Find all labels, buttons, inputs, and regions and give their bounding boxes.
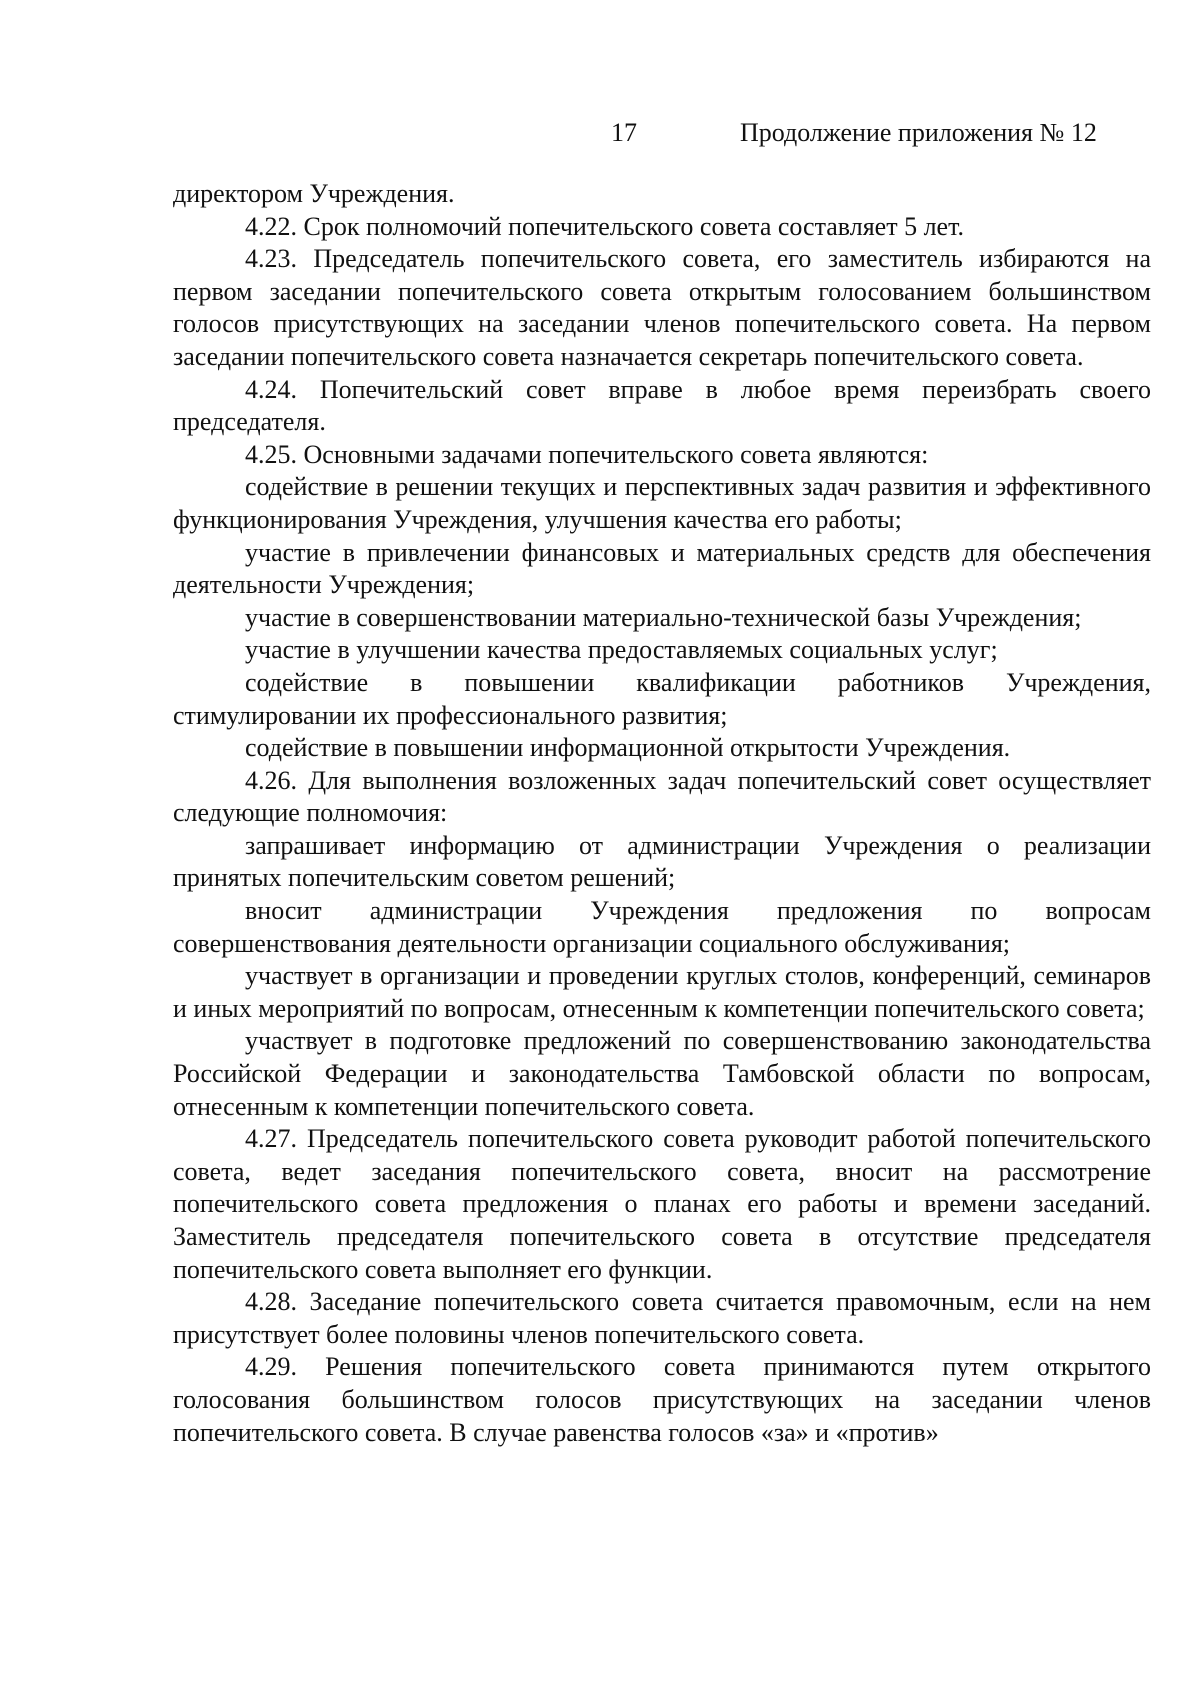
page-number: 17 bbox=[611, 118, 637, 147]
paragraph: 4.27. Председатель попечительского совета руководит работой попечительского совета, ведет заседания попечительского совета, вносит на рассмотрение попечительского совета предложения о планах его работы и времени заседаний. Заместитель председателя попечительского совета в отсутствие председателя попечительского совета выполняет его функции. bbox=[173, 1124, 1151, 1284]
paragraph: 4.26. Для выполнения возложенных задач попечительский совет осуществляет следующие полномочия: bbox=[173, 765, 1151, 828]
document-body bbox=[173, 178, 1151, 1449]
paragraph: запрашивает информацию от администрации Учреждения о реализации принятых попечительским советом решений; bbox=[173, 830, 1151, 893]
paragraph: 4.22. Срок полномочий попечительского совета составляет 5 лет. bbox=[245, 211, 964, 241]
paragraph: участвует в подготовке предложений по совершенствованию законодательства Российской Федерации и законодательства Тамбовской области по вопросам, отнесенным к компетенции попечительского совета. bbox=[173, 1026, 1151, 1121]
paragraph: 4.25. Основными задачами попечительского совета являются: bbox=[245, 439, 929, 469]
paragraph: вносит администрации Учреждения предложения по вопросам совершенствования деятельности организации социального обслуживания; bbox=[173, 896, 1151, 958]
paragraph: участие в улучшении качества предоставляемых социальных услуг; bbox=[245, 635, 998, 665]
paragraph: участвует в организации и проведении круглых столов, конференций, семинаров и иных мероприятий по вопросам, отнесенным к компетенции попечительского совета; bbox=[173, 961, 1151, 1023]
paragraph: содействие в повышении квалификации работников Учреждения, стимулировании их профессионального развития; bbox=[173, 667, 1151, 730]
paragraph: 4.24. Попечительский совет вправе в любое время переизбрать своего председателя. bbox=[173, 374, 1151, 437]
paragraph: 4.29. Решения попечительского совета принимаются путем открытого голосования большинством голосов присутствующих на заседании членов попечительского совета. В случае равенства голосов «за» и «против» bbox=[173, 1352, 1151, 1447]
paragraph: 4.23. Председатель попечительского совета, его заместитель избираются на первом заседании попечительского совета открытым голосованием большинством голосов присутствующих на заседании членов попечительского совета. На первом заседании попечительского совета назначается секретарь попечительского совета. bbox=[173, 244, 1151, 371]
paragraph: содействие в решении текущих и перспективных задач развития и эффективного функционирования Учреждения, улучшения качества его работы; bbox=[173, 472, 1151, 534]
paragraph: 4.28. Заседание попечительского совета считается правомочным, если на нем присутствует более половины членов попечительского совета. bbox=[173, 1287, 1151, 1349]
paragraph: участие в привлечении финансовых и материальных средств для обеспечения деятельности Учреждения; bbox=[173, 537, 1151, 600]
appendix-note: Продолжение приложения № 12 bbox=[740, 118, 1097, 147]
page-header bbox=[0, 118, 1200, 152]
paragraph: участие в совершенствовании материально-технической базы Учреждения; bbox=[245, 602, 1082, 632]
paragraph: директором Учреждения. bbox=[173, 179, 455, 208]
paragraph: содействие в повышении информационной открытости Учреждения. bbox=[245, 733, 1011, 763]
